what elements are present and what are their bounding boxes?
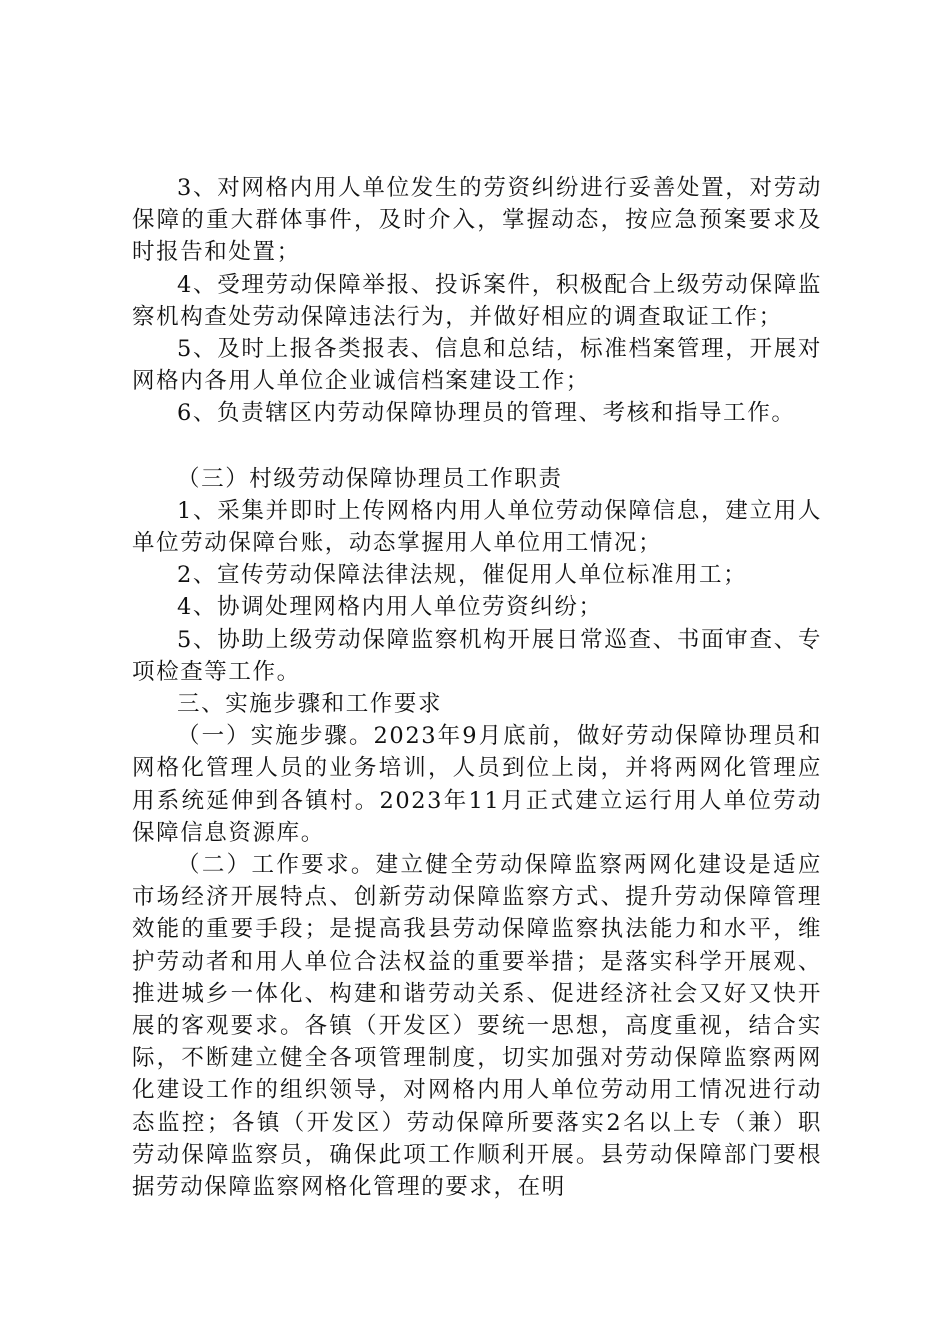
paragraph-item-4: 4、受理劳动保障举报、投诉案件，积极配合上级劳动保障监察机构查处劳动保障违法行为，并做好相应的调查取证工作； [132,271,822,330]
coordinator-duty-4: 4、协调处理网格内用人单位劳资纠纷； [177,594,603,621]
coordinator-duty-5: 5、协助上级劳动保障监察机构开展日常巡查、书面审查、专项检查等工作。 [132,626,822,685]
coordinator-duty-2: 2、宣传劳动保障法律法规，催促用人单位标准用工； [177,562,748,589]
paragraph-item-3: 3、对网格内用人单位发生的劳资纠纷进行妥善处置，对劳动保障的重大群体事件，及时介入，掌握动态，按应急预案要求及时报告和处置； [132,175,822,266]
paragraph-item-5: 5、及时上报各类报表、信息和总结，标准档案管理，开展对网格内各用人单位企业诚信档案建设工作； [132,336,822,395]
section-spacer [132,430,822,463]
coordinator-duty-1: 1、采集并即时上传网格内用人单位劳动保障信息，建立用人单位劳动保障台账，动态掌握用人单位用工情况； [132,497,822,557]
implementation-steps-paragraph: （一）实施步骤。2023年9月底前，做好劳动保障协理员和网格化管理人员的业务培训，人员到位上岗，并将两网化管理应用系统延伸到各镇村。2023年11月正式建立运行用人单位劳动保障信息资源库。 [132,723,822,846]
section-three-heading: （三）村级劳动保障协理员工作职责 [177,465,563,492]
chapter-three-heading: 三、实施步骤和工作要求 [177,691,443,718]
work-requirements-paragraph: （二）工作要求。建立健全劳动保障监察两网化建设是适应市场经济开展特点、创新劳动保障监察方式、提升劳动保障管理效能的重要手段；是提高我县劳动保障监察执法能力和水平，维护劳动者和用人单位合法权益的重要举措；是落实科学开展观、推进城乡一体化、构建和谐劳动关系、促进经济社会又好又快开展的客观要求。各镇（开发区）要统一思想，高度重视，结合实际，不断建立健全各项管理制度，切实加强对劳动保障监察两网化建设工作的组织领导，对网格内用人单位劳动用工情况进行动态监控；各镇（开发区）劳动保障所要落实2名以上专（兼）职劳动保障监察员，确保此项工作顺利开展。县劳动保障部门要根据劳动保障监察网格化管理的要求，在明 [132,852,822,1201]
paragraph-item-6: 6、负责辖区内劳动保障协理员的管理、考核和指导工作。 [177,400,796,427]
document-body [132,172,822,1203]
